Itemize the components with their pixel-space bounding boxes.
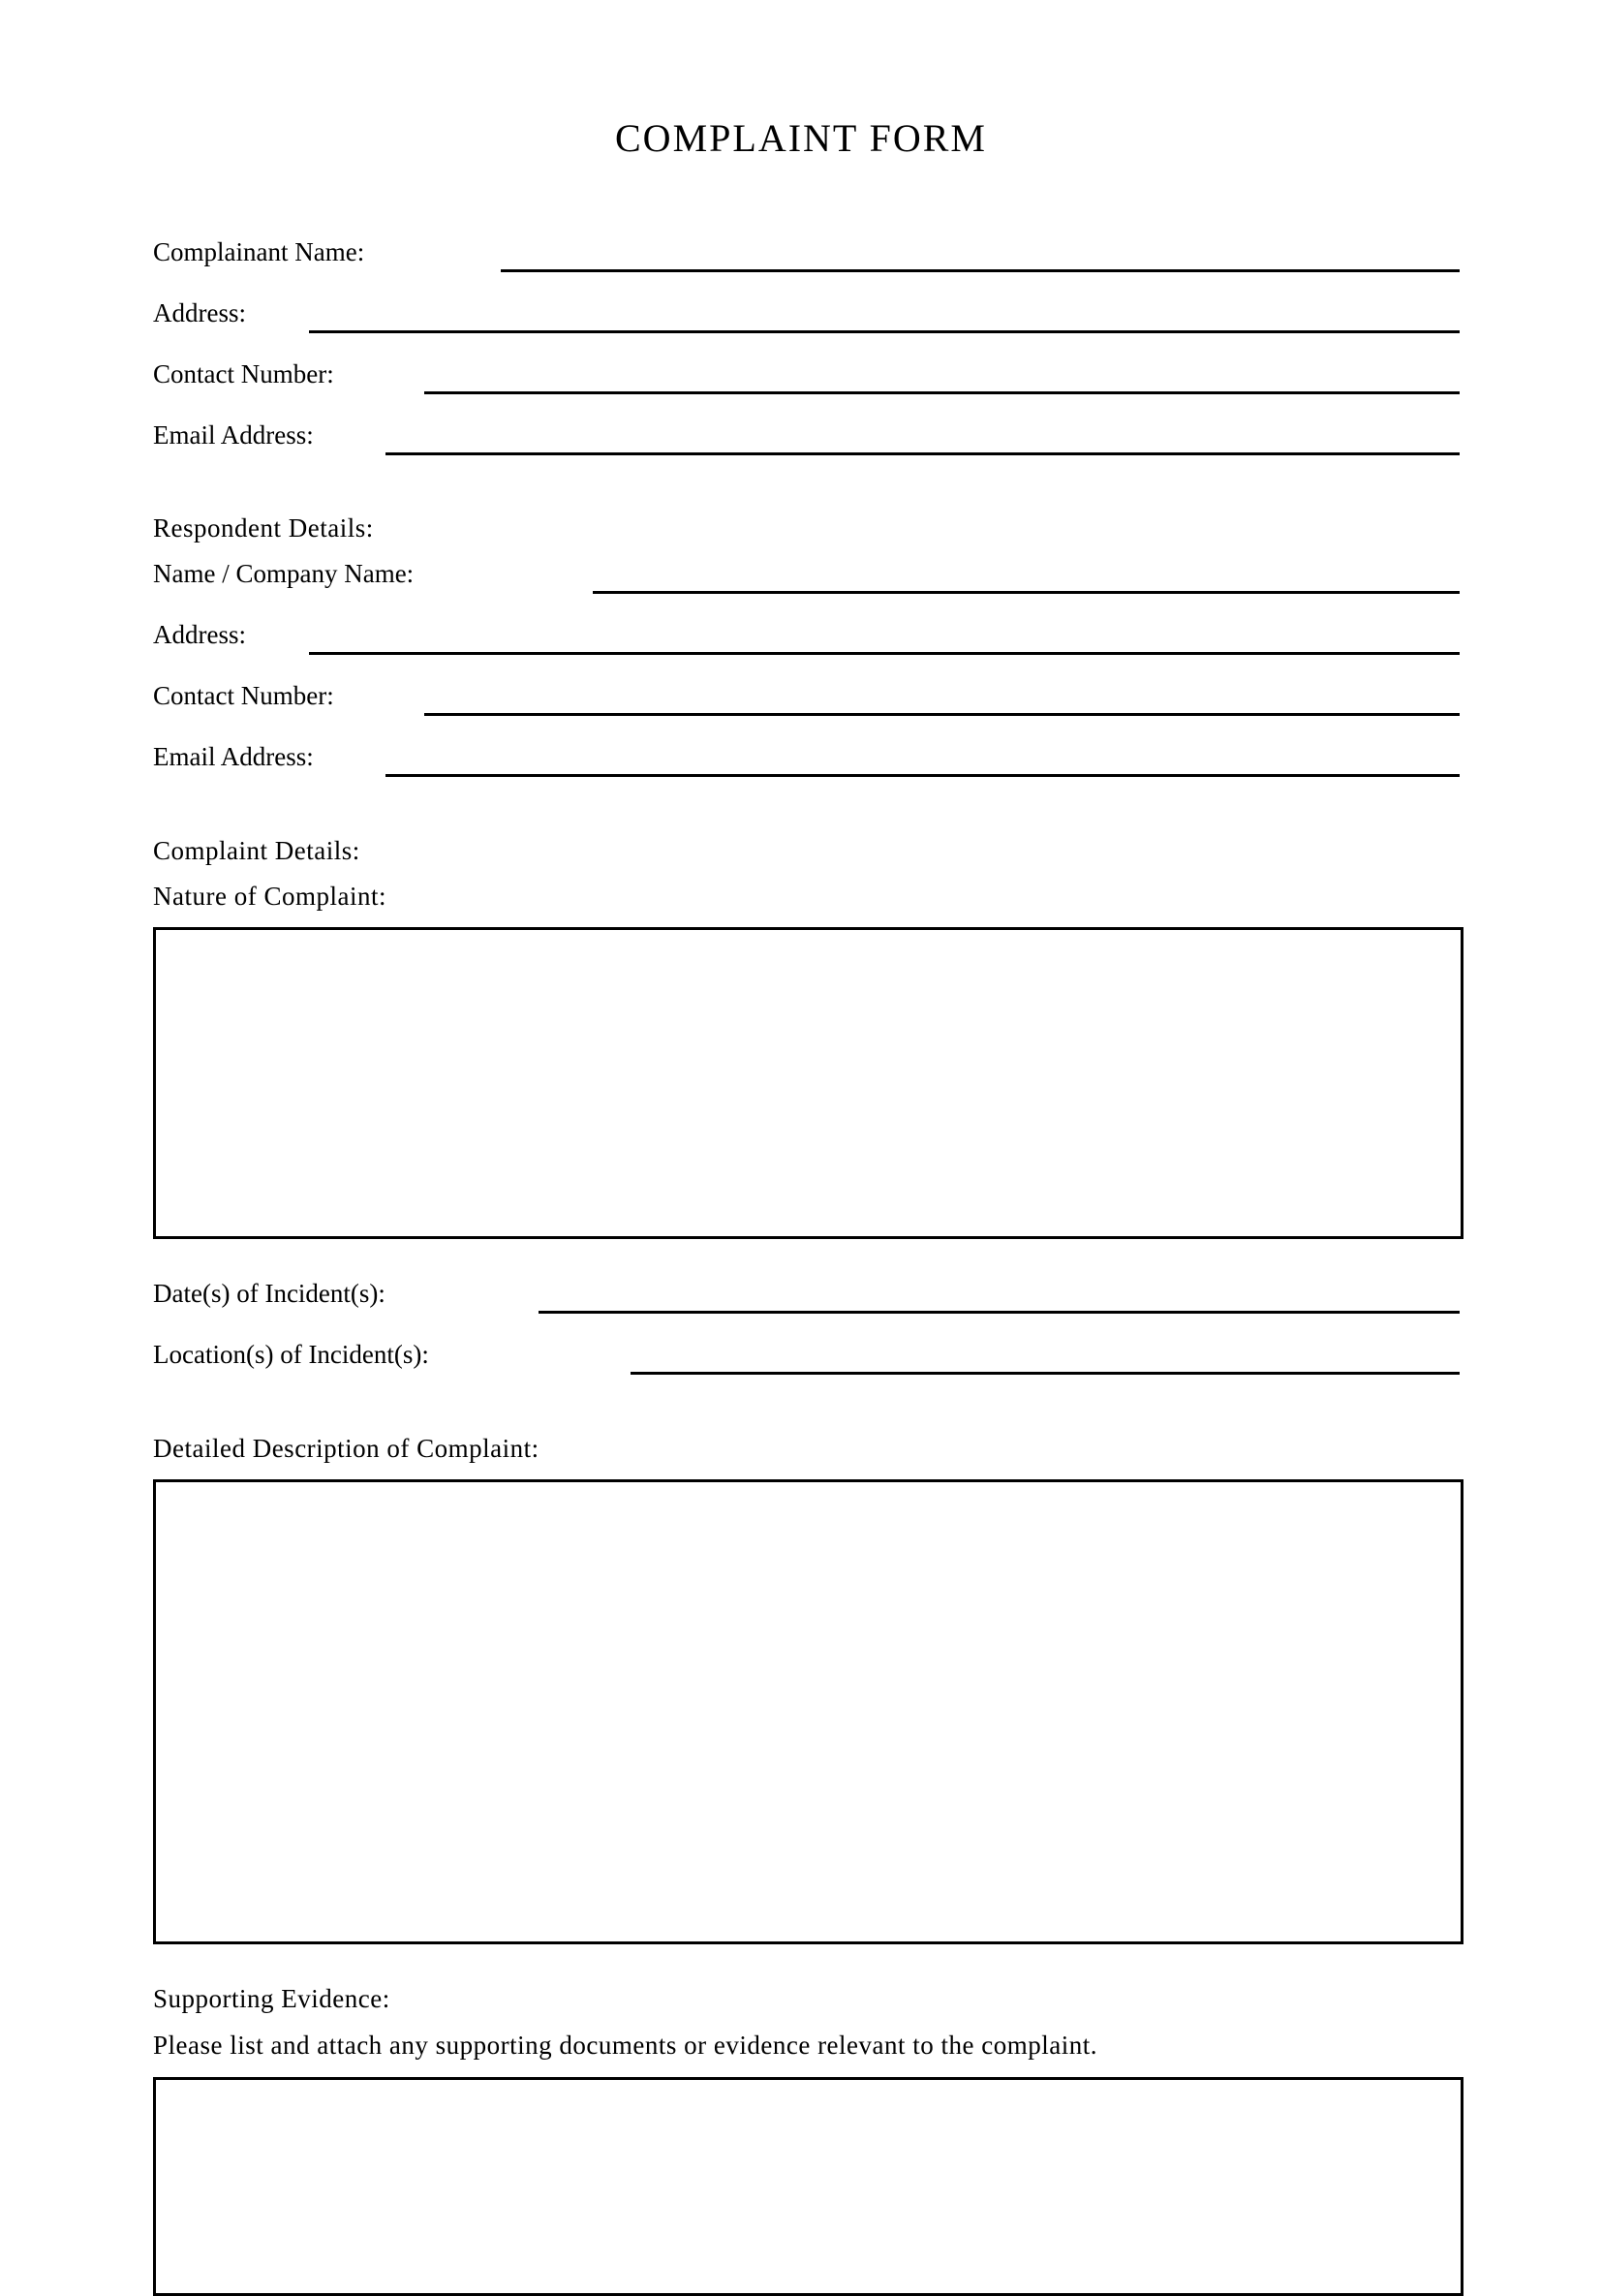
description-label: Detailed Description of Complaint: (153, 1434, 539, 1463)
complainant-name-row (153, 234, 1460, 273)
evidence-box[interactable] (153, 2077, 1463, 2296)
respondent-address-field[interactable] (309, 652, 1460, 655)
complainant-email-label: Email Address: (153, 420, 314, 450)
description-box[interactable] (153, 1479, 1463, 1944)
respondent-email-field[interactable] (385, 774, 1460, 777)
respondent-name-field[interactable] (593, 591, 1460, 594)
respondent-address-label: Address: (153, 620, 246, 649)
incident-dates-row (153, 1276, 1460, 1315)
evidence-heading: Supporting Evidence: (153, 1984, 390, 2013)
incident-locations-row (153, 1337, 1460, 1376)
respondent-address-row (153, 617, 1460, 656)
complainant-address-label: Address: (153, 298, 246, 327)
nature-of-complaint-box[interactable] (153, 927, 1463, 1239)
respondent-name-label: Name / Company Name: (153, 559, 415, 588)
incident-dates-field[interactable] (539, 1311, 1460, 1314)
complainant-contact-row (153, 357, 1460, 395)
respondent-email-row (153, 739, 1460, 778)
respondent-contact-field[interactable] (424, 713, 1460, 716)
complainant-name-label: Complainant Name: (153, 237, 365, 266)
nature-of-complaint-label: Nature of Complaint: (153, 882, 386, 911)
incident-locations-label: Location(s) of Incident(s): (153, 1340, 429, 1369)
complainant-address-row (153, 295, 1460, 334)
respondent-contact-label: Contact Number: (153, 681, 334, 710)
complainant-address-field[interactable] (309, 330, 1460, 333)
complainant-email-field[interactable] (385, 452, 1460, 455)
incident-locations-field[interactable] (631, 1372, 1460, 1375)
respondent-heading: Respondent Details: (153, 513, 374, 543)
complainant-email-row (153, 418, 1460, 456)
complainant-contact-field[interactable] (424, 391, 1460, 394)
respondent-email-label: Email Address: (153, 742, 314, 771)
respondent-name-row (153, 556, 1460, 595)
evidence-instructions: Please list and attach any supporting documents or evidence relevant to the complaint. (153, 2031, 1097, 2060)
complaint-heading: Complaint Details: (153, 836, 360, 865)
page-title: COMPLAINT FORM (615, 116, 987, 160)
respondent-contact-row (153, 678, 1460, 717)
incident-dates-label: Date(s) of Incident(s): (153, 1279, 385, 1308)
complainant-contact-label: Contact Number: (153, 359, 334, 388)
complainant-name-field[interactable] (501, 269, 1460, 272)
